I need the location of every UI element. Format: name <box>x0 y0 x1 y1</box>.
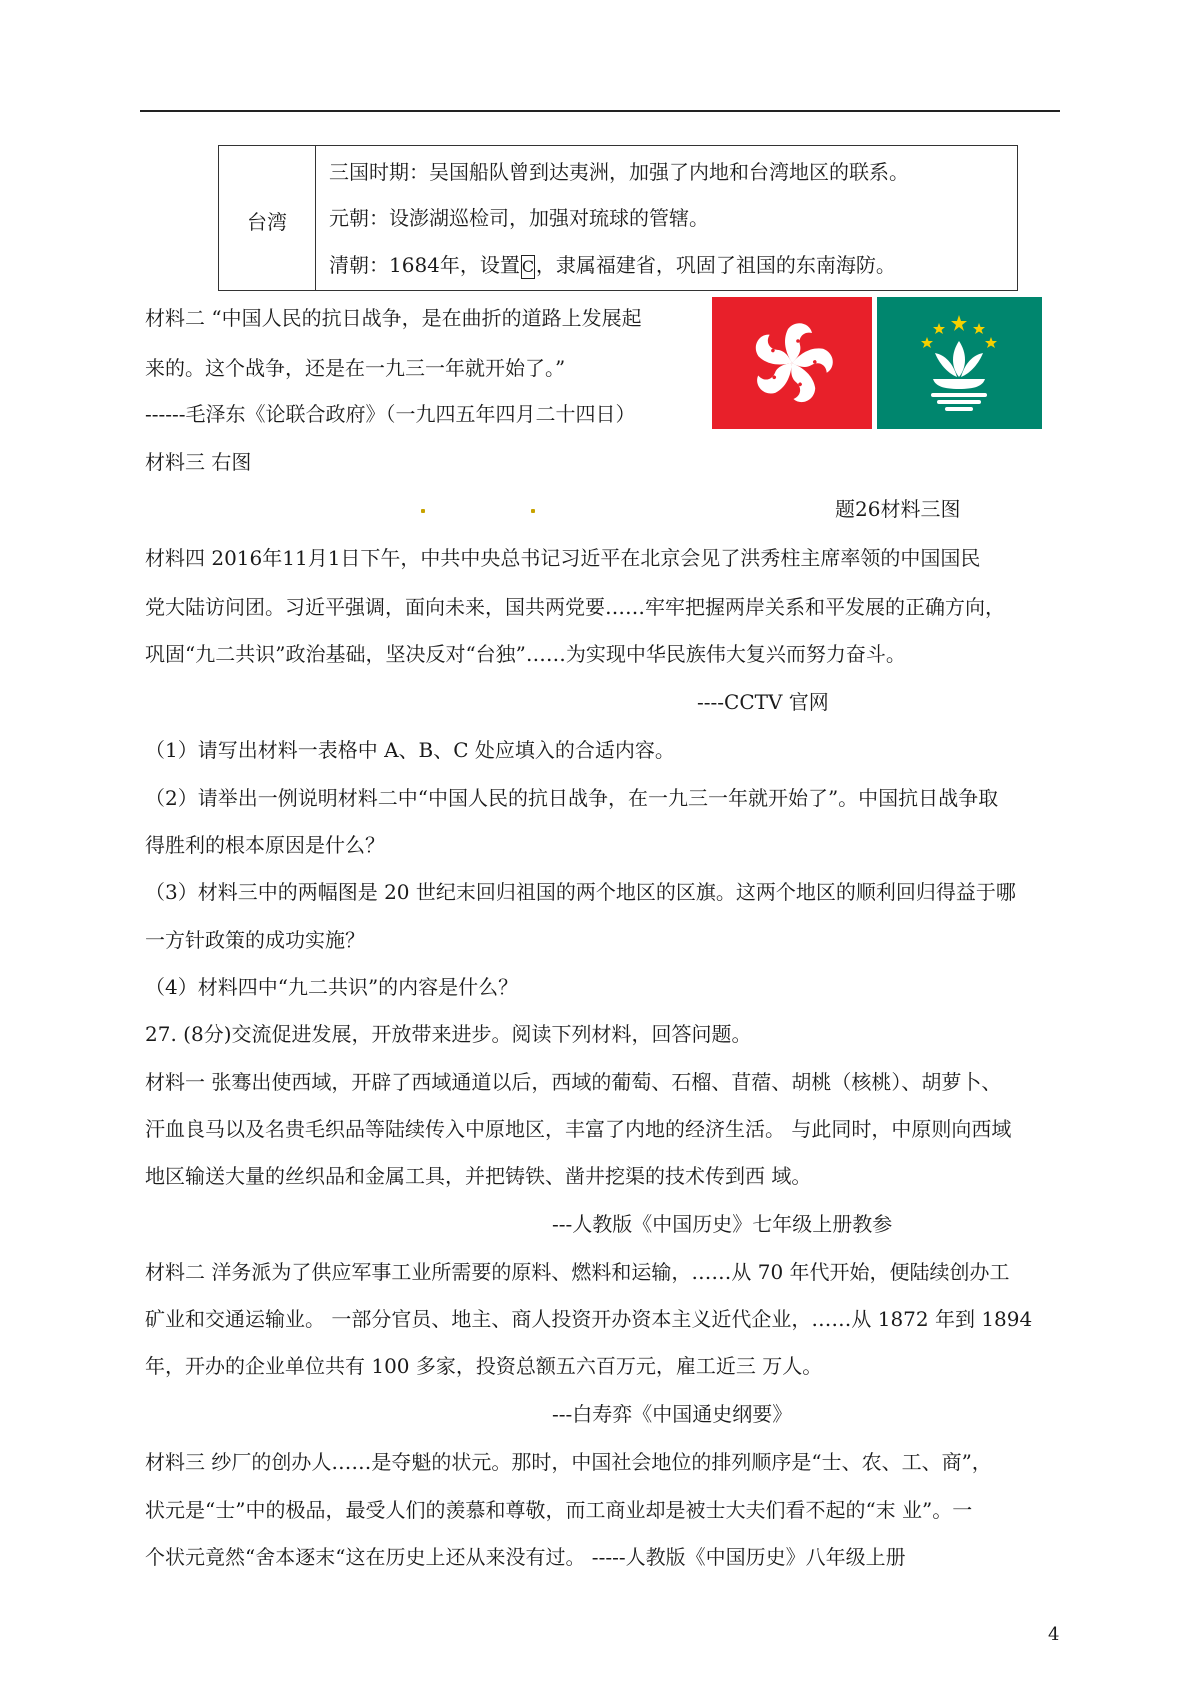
q27-m3-line: 状元是“士”中的极品，最受人们的羡慕和尊敬，而工商业却是被士大夫们看不起的“末 业”。一 <box>145 1498 973 1522</box>
question-line: （1）请写出材料一表格中 A、B、C 处应填入的合适内容。 <box>145 738 675 762</box>
material2-source: ------毛泽东《论联合政府》（一九四五年四月二十四日） <box>145 402 636 426</box>
q27-m3-line: 个状元竟然“舍本逐末“这在历史上还从来没有过。 -----人教版《中国历史》八年级上册 <box>145 1545 906 1569</box>
q27-m2-source: ---白寿弈《中国通史纲要》 <box>552 1402 793 1426</box>
question-line: （3）材料三中的两幅图是 20 世纪末回归祖国的两个地区的区旗。这两个地区的顺利回归得益于哪 <box>145 880 1016 904</box>
q27-m1-line: 地区输送大量的丝织品和金属工具，并把铸铁、凿井挖渠的技术传到西 域。 <box>145 1164 812 1188</box>
material1-table <box>218 145 1018 291</box>
material4-line: 材料四 2016年11月1日下午，中共中央总书记习近平在北京会见了洪秀柱主席率领的中国国民 <box>145 546 981 570</box>
table-left-label: 台湾 <box>247 210 287 234</box>
material2-line: 来的。这个战争，还是在一九三一年就开始了。” <box>145 356 566 380</box>
material4-source: ----CCTV 官网 <box>697 690 829 714</box>
material2-line: 材料二 “中国人民的抗日战争，是在曲折的道路上发展起 <box>145 306 642 330</box>
question-line: 一方针政策的成功实施？ <box>145 928 365 952</box>
table-row3-post: ，隶属福建省，巩固了祖国的东南海防。 <box>535 253 896 277</box>
table-row: 元朝：设澎湖巡检司，加强对琉球的管辖。 <box>329 206 709 230</box>
header-rule <box>140 110 1060 112</box>
material4-line: 党大陆访问团。习近平强调，面向未来，国共两党要……牢牢把握两岸关系和平发展的正确方向， <box>145 595 1005 619</box>
material3-line: 材料三 右图 <box>145 450 252 474</box>
question-line: （2）请举出一例说明材料二中“中国人民的抗日战争，在一九三一年就开始了”。中国抗日战争取 <box>145 786 999 810</box>
material3-caption: 题26材料三图 <box>835 497 961 521</box>
q27-m2-line: 材料二 洋务派为了供应军事工业所需要的原料、燃料和运输，……从 70 年代开始，便陆续创办工 <box>145 1260 1010 1284</box>
hong-kong-flag <box>712 297 872 429</box>
bauhinia-icon <box>712 297 872 429</box>
table-left-cell <box>219 146 316 290</box>
q27-m2-line: 矿业和交通运输业。 一部分官员、地主、商人投资开办资本主义近代企业，……从 1872 年到 1894 <box>145 1307 1033 1331</box>
table-row: 三国时期：吴国船队曾到达夷洲，加强了内地和台湾地区的联系。 <box>329 160 909 184</box>
q27-header: 27. (8分)交流促进发展，开放带来进步。阅读下列材料，回答问题。 <box>145 1022 752 1046</box>
page-number: 4 <box>1048 1624 1060 1645</box>
table-row <box>329 249 896 279</box>
table-row3-pre: 清朝：1684年，设置 <box>329 253 520 277</box>
blank-c-box: C <box>521 255 535 279</box>
q27-m2-line: 年，开办的企业单位共有 100 多家，投资总额五六百万元，雇工近三 万人。 <box>145 1354 823 1378</box>
q27-m1-line: 材料一 张骞出使西域，开辟了西域通道以后，西域的葡萄、石榴、苜蓿、胡桃（核桃）、胡萝卜、 <box>145 1070 1002 1094</box>
material4-line: 巩固“九二共识”政治基础，坚决反对“台独”……为实现中华民族伟大复兴而努力奋斗。 <box>145 642 906 666</box>
q27-m1-line: 汗血良马以及名贵毛织品等陆续传入中原地区，丰富了内地的经济生活。 与此同时，中原则向西域 <box>145 1117 1012 1141</box>
q27-m1-source: ---人教版《中国历史》七年级上册教参 <box>552 1212 893 1236</box>
question-line: 得胜利的根本原因是什么？ <box>145 833 385 857</box>
question-line: （4）材料四中“九二共识”的内容是什么？ <box>145 975 519 999</box>
q27-m3-line: 材料三 纱厂的创办人……是夺魁的状元。那时，中国社会地位的排列顺序是“士、农、工、商”， <box>145 1450 992 1474</box>
scan-speck <box>531 509 535 513</box>
scan-speck <box>421 509 425 513</box>
macau-flag <box>877 297 1042 429</box>
lotus-icon <box>877 297 1042 429</box>
